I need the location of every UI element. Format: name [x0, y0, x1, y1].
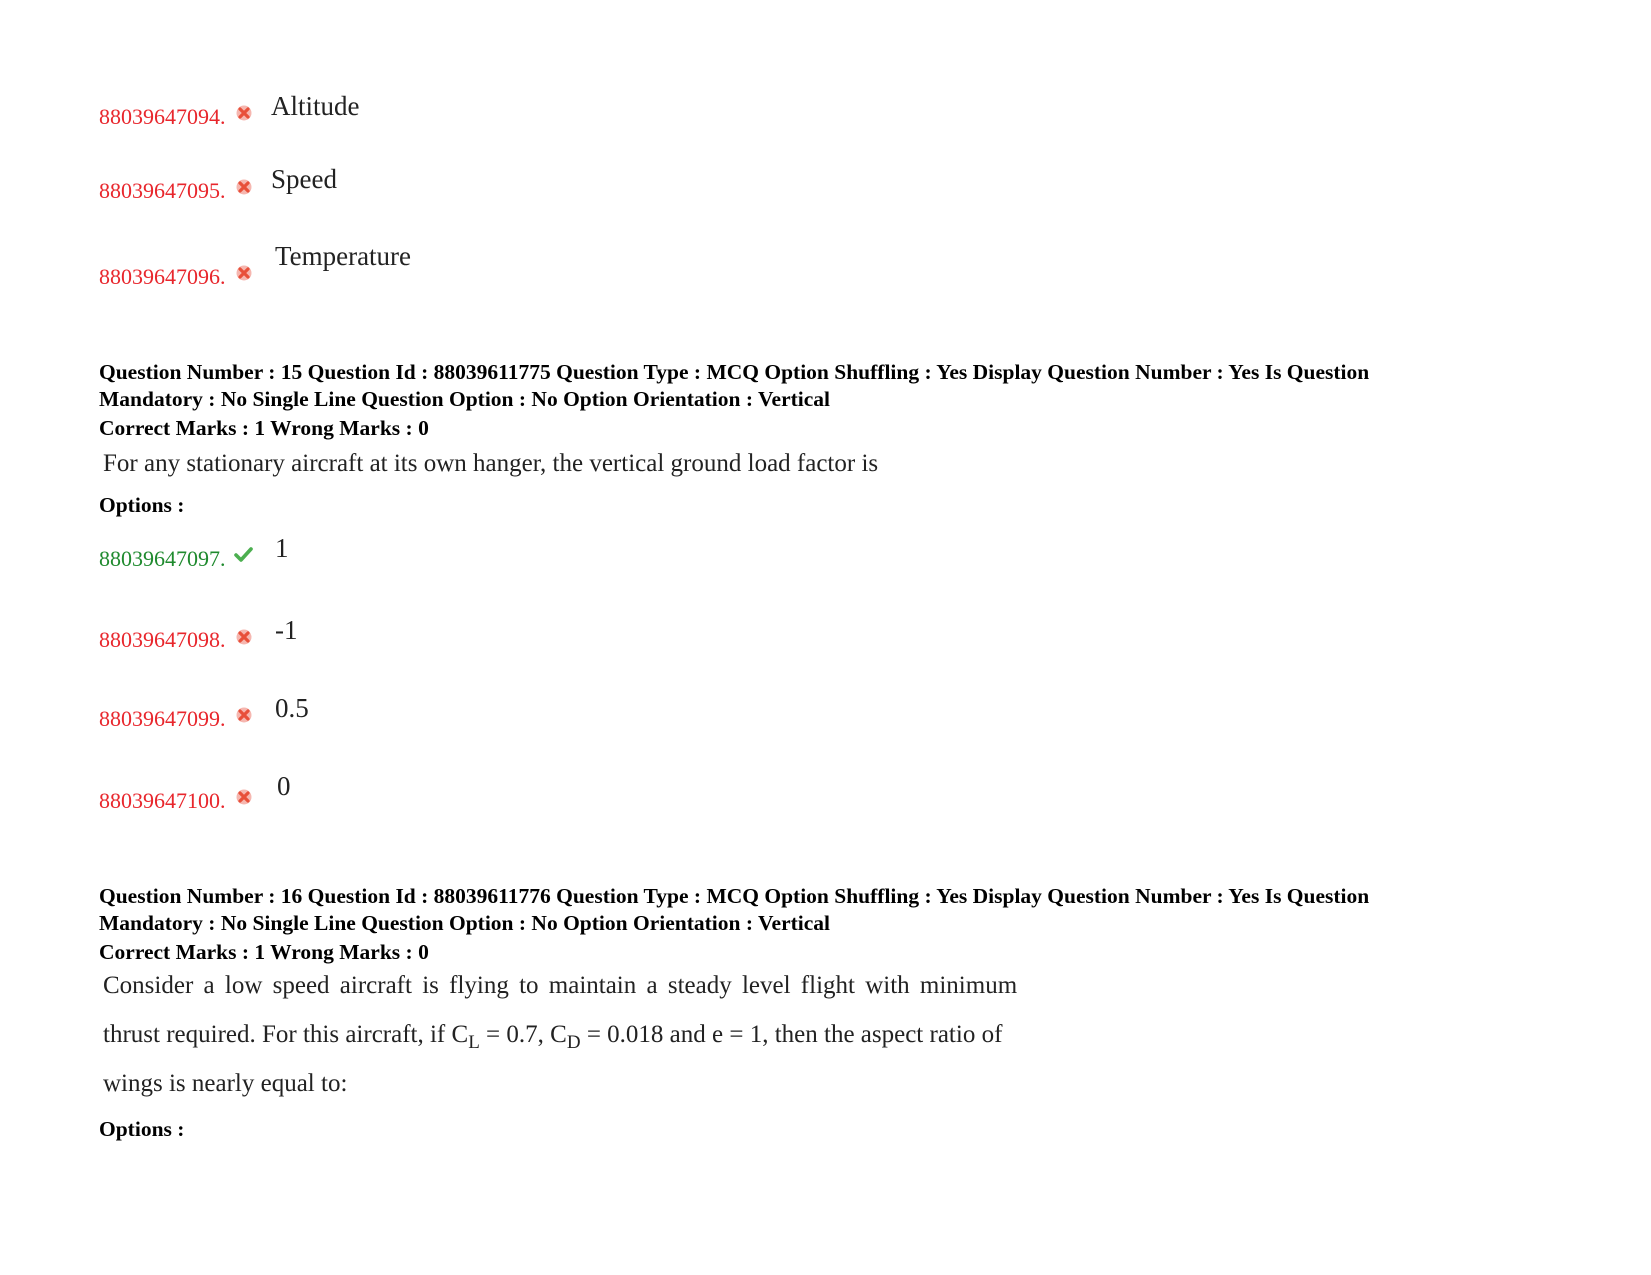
check-icon [234, 546, 256, 564]
option-id: 88039647094. [99, 104, 226, 129]
question-meta [99, 359, 1519, 413]
option-text: Speed [271, 164, 337, 194]
option-id: 88039647097. [99, 546, 226, 571]
question-marks: Correct Marks : 1 Wrong Marks : 0 [99, 940, 429, 964]
wrong-icon [236, 629, 252, 645]
option-text: 1 [275, 533, 289, 563]
option-text: Temperature [275, 241, 412, 271]
wrong-icon [236, 265, 252, 281]
option-text: Altitude [271, 91, 360, 121]
options-label: Options : [99, 1117, 185, 1141]
option-id: 88039647100. [99, 788, 226, 813]
question-meta-line1: Question Number : 16 Question Id : 88039611776 Question Type : MCQ Option Shuffling : Yes Display Question Number : Yes Is Question [99, 884, 1370, 908]
option-text: 0 [277, 771, 291, 801]
question-text-line2 [103, 1021, 1003, 1053]
wrong-icon [236, 105, 252, 121]
question-text-fragment: = 0.7, C [479, 1021, 567, 1048]
option-id: 88039647098. [99, 627, 226, 652]
option-text: 0.5 [275, 693, 309, 723]
question-meta-line2: Mandatory : No Single Line Question Option : No Option Orientation : Vertical [99, 387, 831, 411]
options-label: Options : [99, 493, 185, 517]
question-meta-line1: Question Number : 15 Question Id : 88039611775 Question Type : MCQ Option Shuffling : Yes Display Question Number : Yes Is Question [99, 360, 1370, 384]
option-id: 88039647099. [99, 706, 226, 731]
subscript: L [468, 1032, 480, 1053]
question-text-line1: Consider a low speed aircraft is flying to maintain a steady level flight with minimum [103, 972, 1018, 999]
subscript: D [566, 1032, 581, 1053]
option-id: 88039647095. [99, 178, 226, 203]
question-text-line3: wings is nearly equal to: [103, 1070, 348, 1097]
wrong-icon [236, 179, 252, 195]
question-meta [99, 883, 1519, 937]
question-text: For any stationary aircraft at its own hanger, the vertical ground load factor is [103, 450, 879, 477]
wrong-icon [236, 707, 252, 723]
wrong-icon [236, 789, 252, 805]
question-marks: Correct Marks : 1 Wrong Marks : 0 [99, 416, 429, 440]
question-text-fragment: = 0.018 and e = 1, then the aspect ratio of [580, 1021, 1003, 1048]
option-id: 88039647096. [99, 264, 226, 289]
question-text-fragment: thrust required. For this aircraft, if C [103, 1021, 469, 1048]
question-meta-line2: Mandatory : No Single Line Question Option : No Option Orientation : Vertical [99, 911, 831, 935]
option-text: -1 [275, 615, 298, 645]
